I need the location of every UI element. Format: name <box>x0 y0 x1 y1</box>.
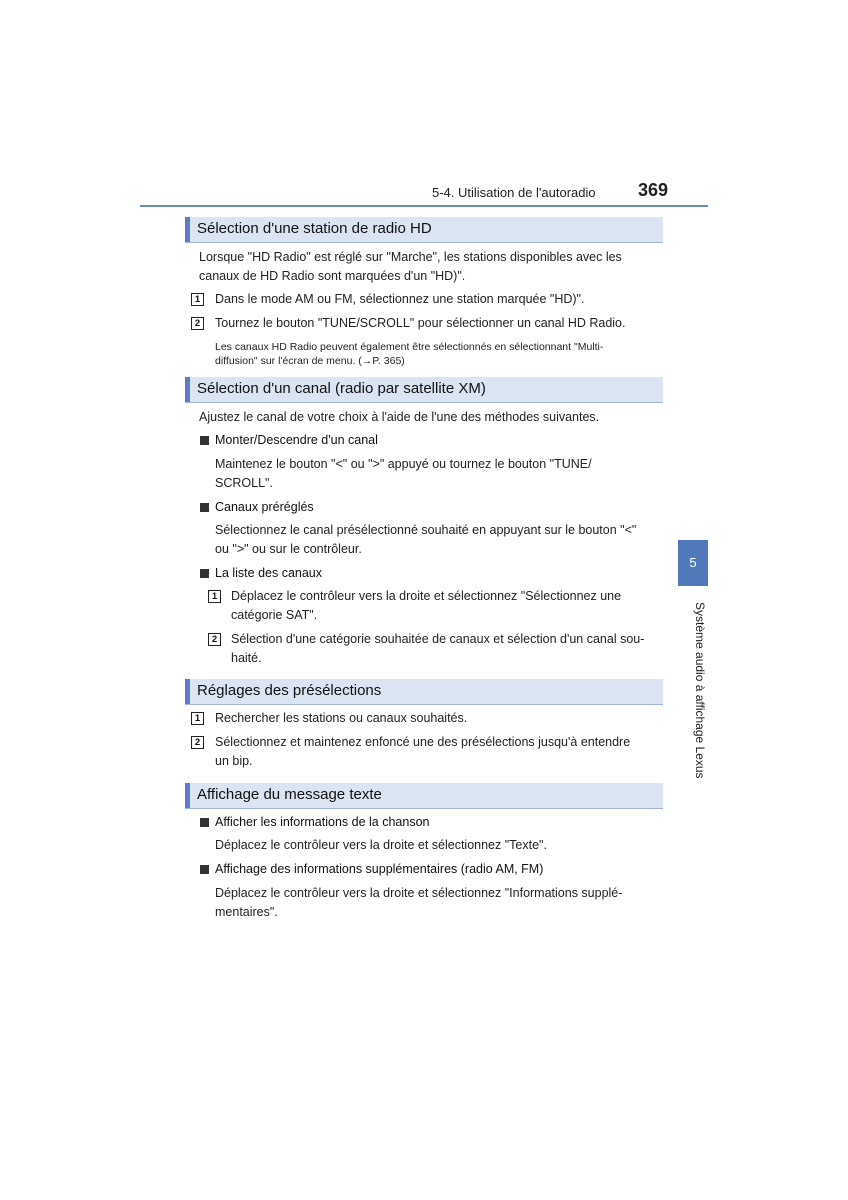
square-bullet-icon <box>200 818 209 827</box>
section-title: Sélection d'une station de radio HD <box>197 220 432 237</box>
section-title: Réglages des présélections <box>197 682 382 699</box>
paragraph-line: SCROLL". <box>215 476 273 490</box>
chapter-tab: 5 <box>678 540 708 586</box>
bullet-title: Affichage des informations supplémentaires (radio AM, FM) <box>215 862 544 876</box>
paragraph-line: canaux de HD Radio sont marquées d'un "HD)". <box>199 269 466 283</box>
section-title: Affichage du message texte <box>197 786 382 803</box>
section-heading-satellite <box>185 377 663 403</box>
bullet-title: Monter/Descendre d'un canal <box>215 433 378 447</box>
step-text: Sélectionnez et maintenez enfoncé une des présélections jusqu'à entendre <box>215 735 631 749</box>
section-heading-presets <box>185 679 663 705</box>
square-bullet-icon <box>200 865 209 874</box>
step-number-badge: 2 <box>191 736 204 749</box>
step-text: un bip. <box>215 754 253 768</box>
paragraph-line: Déplacez le contrôleur vers la droite et sélectionnez "Texte". <box>215 838 547 852</box>
section-heading-hd-radio <box>185 217 663 243</box>
square-bullet-icon <box>200 569 209 578</box>
step-text: Sélection d'une catégorie souhaitée de canaux et sélection d'un canal sou- <box>231 632 645 646</box>
section-title: Sélection d'un canal (radio par satellite XM) <box>197 380 486 397</box>
step-number-badge: 2 <box>191 317 204 330</box>
paragraph-line: mentaires". <box>215 905 278 919</box>
step-number-badge: 2 <box>208 633 221 646</box>
paragraph-line: Ajustez le canal de votre choix à l'aide de l'une des méthodes suivantes. <box>199 410 600 424</box>
step-text: Rechercher les stations ou canaux souhaités. <box>215 711 468 725</box>
step-text: Dans le mode AM ou FM, sélectionnez une station marquée "HD)". <box>215 292 585 306</box>
section-heading-text-message <box>185 783 663 809</box>
bullet-title: Afficher les informations de la chanson <box>215 815 430 829</box>
square-bullet-icon <box>200 503 209 512</box>
paragraph-line: Maintenez le bouton "<" ou ">" appuyé ou tournez le bouton "TUNE/ <box>215 457 592 471</box>
step-number-badge: 1 <box>208 590 221 603</box>
step-text: Tournez le bouton "TUNE/SCROLL" pour sélectionner un canal HD Radio. <box>215 316 626 330</box>
note-line: diffusion" sur l'écran de menu. (→P. 365) <box>215 355 405 367</box>
step-number-badge: 1 <box>191 293 204 306</box>
paragraph-line: Sélectionnez le canal présélectionné souhaité en appuyant sur le bouton "<" <box>215 523 637 537</box>
paragraph-line: ou ">" ou sur le contrôleur. <box>215 542 362 556</box>
header-divider <box>140 205 708 207</box>
bullet-title: La liste des canaux <box>215 566 323 580</box>
paragraph-line: Déplacez le contrôleur vers la droite et sélectionnez "Informations supplé- <box>215 886 623 900</box>
note-line: Les canaux HD Radio peuvent également être sélectionnés en sélectionnant "Multi- <box>215 341 604 353</box>
chapter-title: Système audio à affichage Lexus <box>693 602 707 779</box>
running-header: 5-4. Utilisation de l'autoradio <box>432 185 596 200</box>
step-text: Déplacez le contrôleur vers la droite et sélectionnez "Sélectionnez une <box>231 589 622 603</box>
step-number-badge: 1 <box>191 712 204 725</box>
page-number: 369 <box>638 180 669 200</box>
square-bullet-icon <box>200 436 209 445</box>
step-text: haité. <box>231 651 262 665</box>
paragraph-line: Lorsque "HD Radio" est réglé sur "Marche", les stations disponibles avec les <box>199 250 622 264</box>
step-text: catégorie SAT". <box>231 608 318 622</box>
bullet-title: Canaux préréglés <box>215 500 314 514</box>
